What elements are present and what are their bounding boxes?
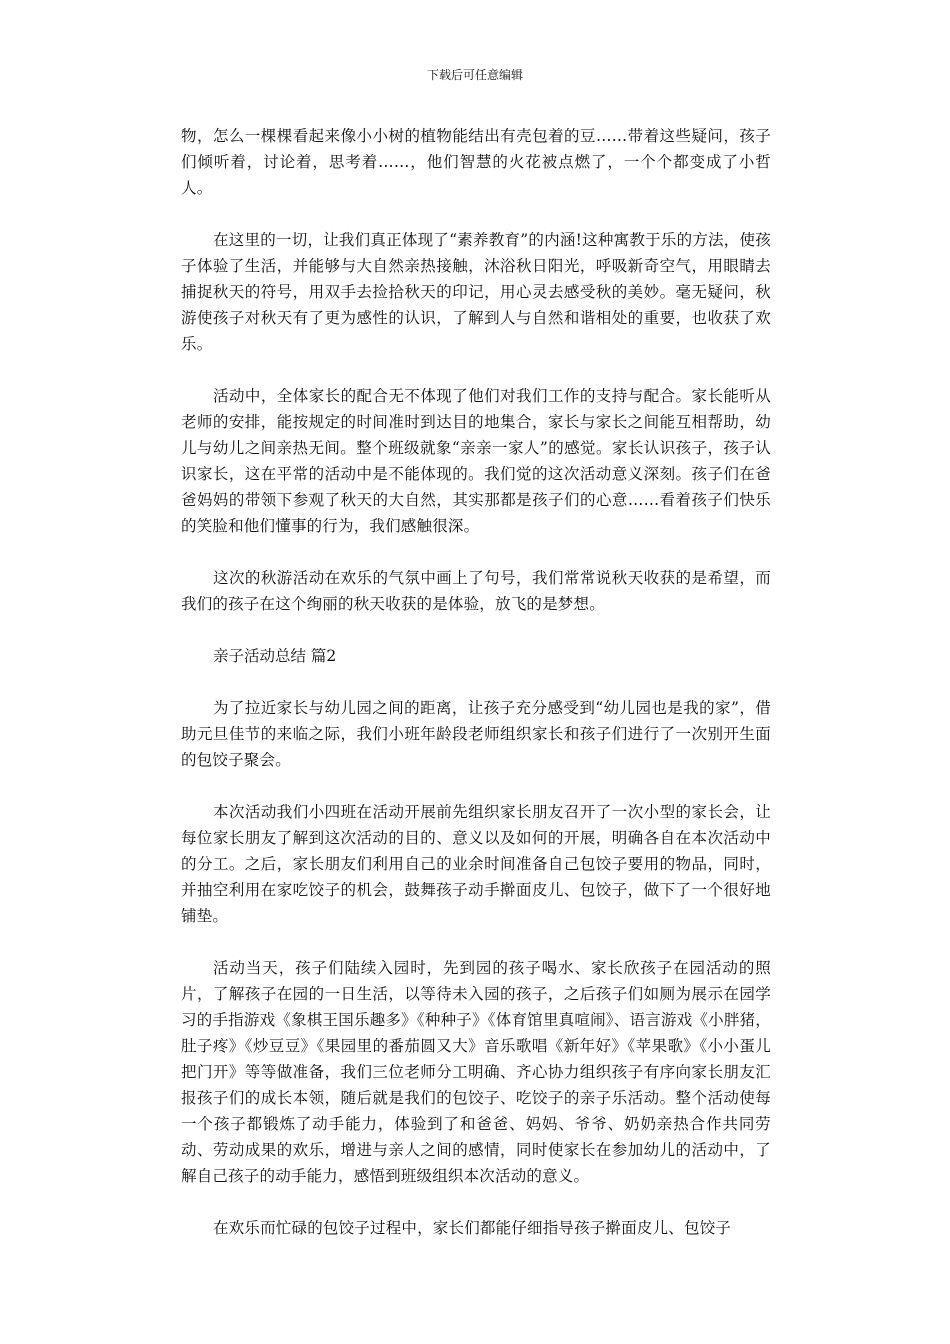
document-body: [181, 123, 771, 1267]
paragraph: 活动中，全体家长的配合无不体现了他们对我们工作的支持与配合。家长能听从老师的安排，能按规定的时间准时到达目的地集合，家长与家长之间能互相帮助，幼儿与幼儿之间亲热无间。整个班级就象“亲亲一家人”的感觉。家长认识孩子，孩子认识家长，这在平常的活动中是不能体现的。我们觉的这次活动意义深刻。孩子们在爸爸妈妈的带领下参观了秋天的大自然，其实那都是孩子们的心意……看着孩子们快乐的笑脸和他们懂事的行为，我们感触很深。: [181, 387, 771, 535]
paragraph: 为了拉近家长与幼儿园之间的距离，让孩子充分感受到“幼儿园也是我的家”，借助元旦佳节的来临之际，我们小班年龄段老师组织家长和孩子们进行了一次别开生面的包饺子聚会。: [181, 699, 771, 769]
page-header: 下载后可任意编辑: [426, 68, 523, 82]
paragraph: 本次活动我们小四班在活动开展前先组织家长朋友召开了一次小型的家长会，让每位家长朋友了解到这次活动的目的、意义以及如何的开展，明确各自在本次活动中的分工。之后，家长朋友们利用自己的业余时间准备自己包饺子要用的物品，同时，并抽空利用在家吃饺子的机会，鼓舞孩子动手擀面皮儿、包饺子，做下了一个很好地铺垫。: [181, 803, 771, 925]
paragraph: 这次的秋游活动在欢乐的气氛中画上了句号，我们常常说秋天收获的是希望，而我们的孩子在这个绚丽的秋天收获的是体验，放飞的是梦想。: [181, 569, 771, 613]
paragraph: 活动当天，孩子们陆续入园时，先到园的孩子喝水、家长欣孩子在园活动的照片，了解孩子在园的一日生活，以等待未入园的孩子，之后孩子们如厕为展示在园学习的手指游戏《象棋王国乐趣多》《种种子》《体育馆里真喧闹》、语言游戏《小胖猪，肚子疼》《炒豆豆》《果园里的番茄圆又大》音乐歌唱《新年好》《苹果歌》《小小蛋儿把门开》等等做准备，我们三位老师分工明确、齐心协力组织孩子有序向家长朋友汇报孩子们的成长本领，随后就是我们的包饺子、吃饺子的亲子乐活动。整个活动使每一个孩子都锻炼了动手能力，体验到了和爸爸、妈妈、爷爷、奶奶亲热合作共同劳动、劳动成果的欢乐，增进与亲人之间的感情，同时使家长在参加幼儿的活动中，了解自己孩子的动手能力，感悟到班级组织本次活动的意义。: [181, 959, 771, 1185]
paragraph-truncated: 在欢乐而忙碌的包饺子过程中，家长们都能仔细指导孩子擀面皮儿、包饺子: [213, 1219, 732, 1237]
section-heading: 亲子活动总结 篇2: [213, 647, 337, 665]
paragraph: 在这里的一切，让我们真正体现了“素养教育”的内涵!这种寓教于乐的方法，使孩子体验了生活，并能够与大自然亲热接触，沐浴秋日阳光，呼吸新奇空气，用眼睛去捕捉秋天的符号，用双手去捡拾秋天的印记，用心灵去感受秋的美妙。毫无疑问，秋游使孩子对秋天有了更为感性的认识，了解到人与自然和谐相处的重要，也收获了欢乐。: [181, 231, 771, 353]
paragraph-continued: 物，怎么一棵棵看起来像小小树的植物能结出有壳包着的豆……带着这些疑问，孩子们倾听着，讨论着，思考着……，他们智慧的火花被点燃了，一个个都变成了小哲人。: [181, 127, 771, 197]
